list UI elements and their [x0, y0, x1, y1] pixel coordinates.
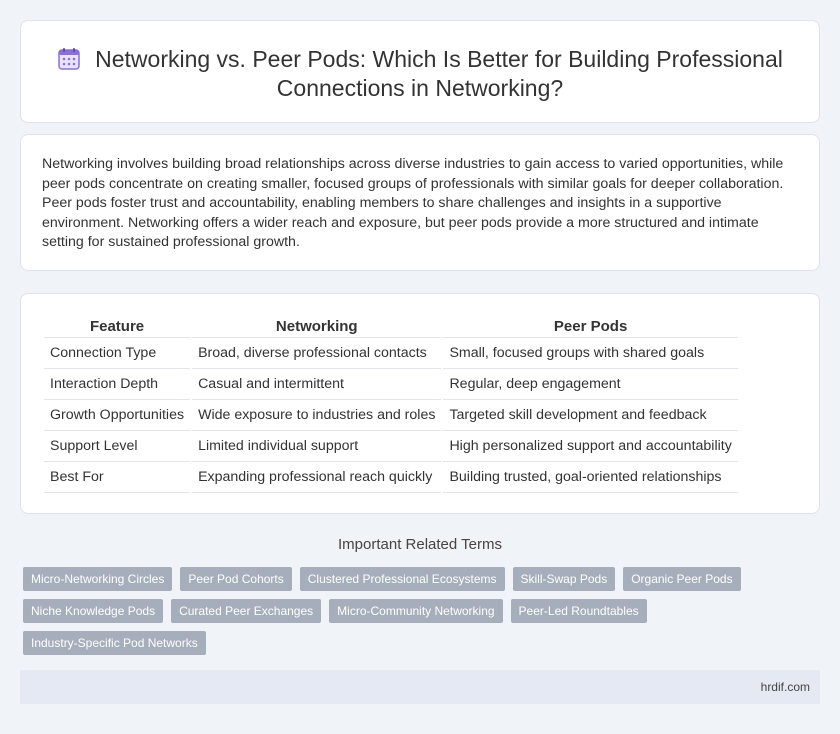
intro-paragraph: Networking involves building broad relationships across diverse industries to gain access to varied opportunities, while peer pods concentrate on creating smaller, focused groups of professionals with similar goals for deeper collaboration. Peer pods foster trust and accountability, enabling members to share challenges and insights in a supportive environment. Networking offers a wider reach and exposure, but peer pods provide a more structured and intimate setting for sustained professional growth. — [42, 156, 784, 250]
related-term-tag[interactable]: Clustered Professional Ecosystems — [300, 567, 505, 591]
table-cell: Wide exposure to industries and roles — [192, 400, 441, 431]
table-cell: Connection Type — [44, 338, 190, 369]
related-term-tag[interactable]: Micro-Community Networking — [329, 599, 502, 623]
table-cell: Support Level — [44, 431, 190, 462]
related-term-tag[interactable]: Curated Peer Exchanges — [171, 599, 321, 623]
intro-card — [20, 134, 820, 271]
table-row — [44, 431, 738, 462]
column-header-feature: Feature — [44, 316, 190, 338]
title-card — [20, 20, 820, 123]
calendar-icon — [57, 47, 81, 71]
comparison-card — [20, 293, 820, 514]
footer-bar — [20, 670, 820, 704]
table-row — [44, 400, 738, 431]
related-term-tag[interactable]: Micro-Networking Circles — [23, 567, 172, 591]
related-term-tag[interactable]: Niche Knowledge Pods — [23, 599, 163, 623]
table-cell: Expanding professional reach quickly — [192, 462, 441, 493]
table-cell: Limited individual support — [192, 431, 441, 462]
table-cell: Regular, deep engagement — [443, 369, 737, 400]
comparison-table — [42, 316, 740, 493]
table-cell: Building trusted, goal-oriented relationships — [443, 462, 737, 493]
table-cell: Small, focused groups with shared goals — [443, 338, 737, 369]
column-header-networking: Networking — [192, 316, 441, 338]
table-cell: Targeted skill development and feedback — [443, 400, 737, 431]
table-cell: Casual and intermittent — [192, 369, 441, 400]
table-cell: Growth Opportunities — [44, 400, 190, 431]
table-row — [44, 462, 738, 493]
column-header-peer-pods: Peer Pods — [443, 316, 737, 338]
related-term-tag[interactable]: Skill-Swap Pods — [513, 567, 616, 591]
table-cell: Broad, diverse professional contacts — [192, 338, 441, 369]
table-row — [44, 369, 738, 400]
table-row — [44, 338, 738, 369]
page-title-wrap — [21, 45, 819, 103]
related-term-tag[interactable]: Industry-Specific Pod Networks — [23, 631, 206, 655]
footer-site-link[interactable]: hrdif.com — [760, 680, 810, 694]
related-term-tag[interactable]: Peer-Led Roundtables — [511, 599, 647, 623]
related-term-tag[interactable]: Organic Peer Pods — [623, 567, 740, 591]
table-cell: High personalized support and accountability — [443, 431, 737, 462]
related-terms-heading: Important Related Terms — [338, 536, 502, 553]
related-term-tag[interactable]: Peer Pod Cohorts — [180, 567, 291, 591]
page-title: Networking vs. Peer Pods: Which Is Better for Building Professional Connections in Networking? — [95, 46, 783, 101]
table-header-row — [44, 316, 738, 338]
table-cell: Best For — [44, 462, 190, 493]
related-terms-list — [23, 567, 803, 655]
table-cell: Interaction Depth — [44, 369, 190, 400]
